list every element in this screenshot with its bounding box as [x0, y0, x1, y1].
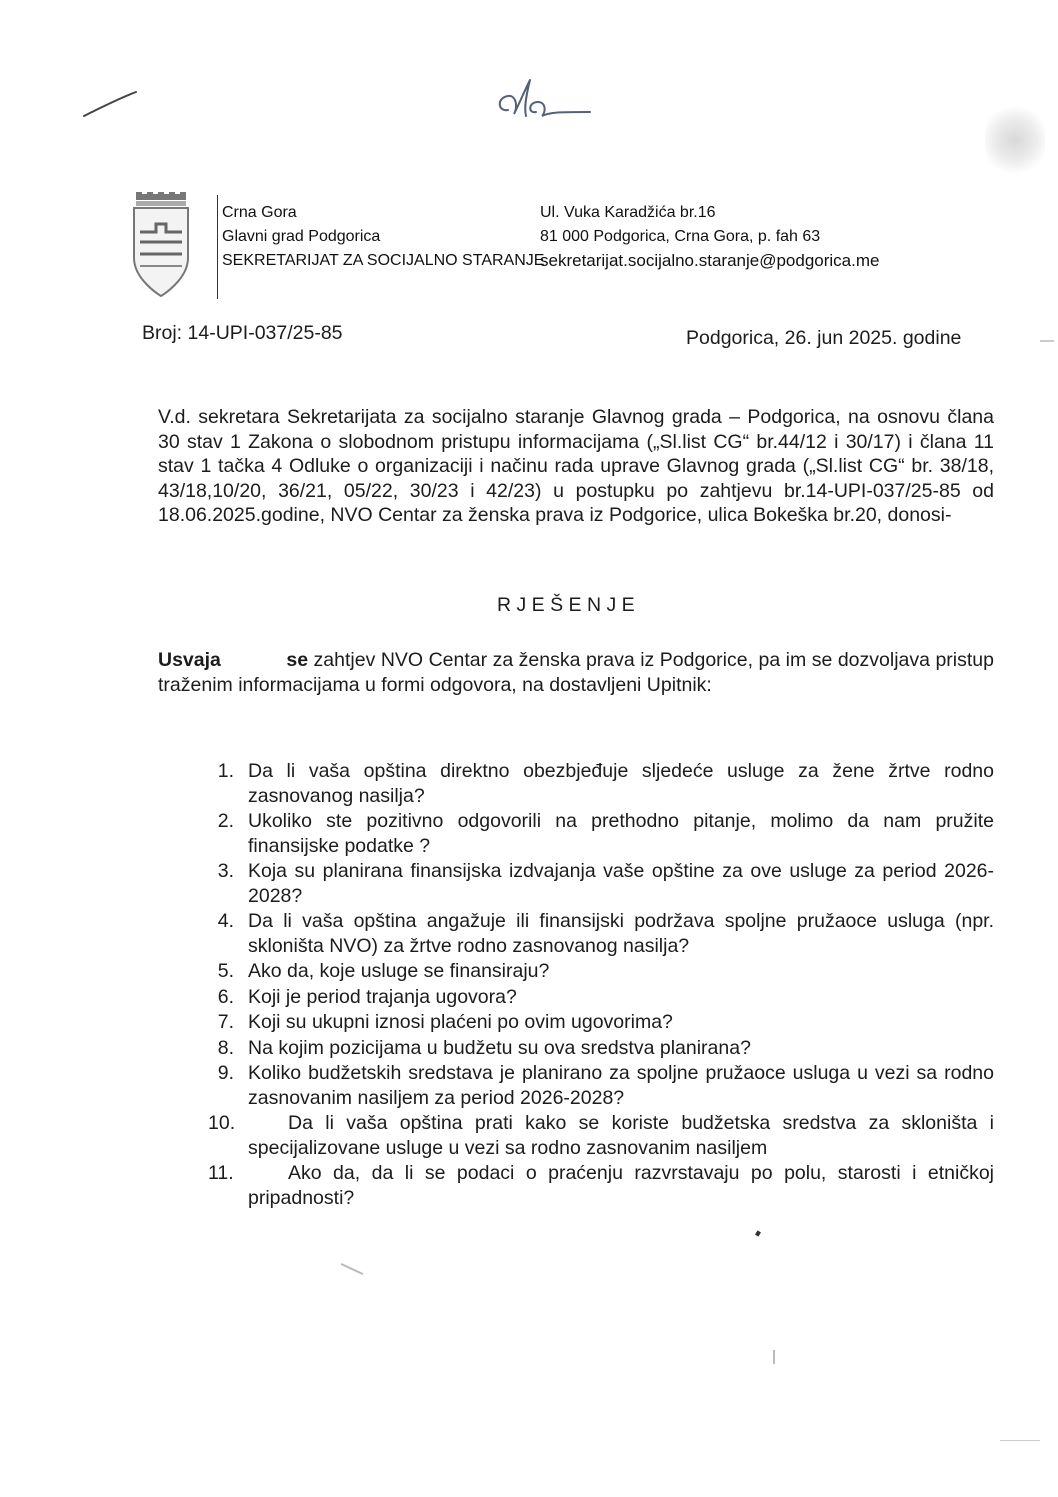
list-item: 5. Ako da, koje usluge se finansiraju?: [217, 960, 550, 982]
podgorica-coat-of-arms-logo: [130, 192, 192, 300]
list-item: 9. Koliko budžetskih sredstava je planirano za spoljne pružaoce usluga u vezi sa rodno zasnovanim nasiljem za period 2026-2028?: [217, 1062, 994, 1109]
header-city: Glavni grad Podgorica: [222, 228, 381, 245]
decision-rest: zahtjev NVO Centar za ženska prava iz Podgorice, pa im se dozvoljava pristup traženim informacijama u formi odgovora, na dostavljeni Upitnik:: [158, 649, 994, 696]
header-email: sekretarijat.socijalno.staranje@podgorica.me: [540, 251, 880, 270]
questions-list: [158, 759, 994, 1210]
header-secretariat: SEKRETARIJAT ZA SOCIJALNO STARANJE: [222, 252, 545, 269]
list-item: 10. Da li vaša opština prati kako se koriste budžetska sredstva za skloništa i specijalizovane usluge u vezi sa rodno zasnovanim nasiljem: [208, 1112, 994, 1159]
list-item: 8. Na kojim pozicijama u budžetu su ova sredstva planirana?: [217, 1036, 751, 1059]
header-street: Ul. Vuka Karadžića br.16: [540, 204, 716, 221]
document-number: Broj: 14-UPI-037/25-85: [142, 322, 343, 344]
header-postal: 81 000 Podgorica, Crna Gora, p. fah 63: [540, 228, 821, 245]
list-item: 7. Koji su ukupni iznosi plaćeni po ovim ugovorima?: [217, 1011, 673, 1033]
list-item: 3. Koja su planirana finansijska izdvajanja vaše opštine za ove usluge za period 2026-2028?: [217, 860, 994, 907]
pen-stroke-mark: [80, 86, 140, 122]
scan-speck: [1000, 1440, 1040, 1441]
list-item: 4. Da li vaša opština angažuje ili finansijski podržava spoljne pružaoce usluga (npr. skloništa NVO) za žrtve rodno zasnovanog nasilja?: [217, 910, 994, 957]
list-item: 1. Da li vaša opština direktno obezbjeđuje sljedeće usluge za žene žrtve rodno zasnovanog nasilja?: [217, 760, 994, 807]
handwritten-initials: [490, 62, 600, 132]
header-divider: [217, 195, 218, 299]
decision-paragraph: [158, 648, 994, 697]
decision-bold: Usvaja se: [158, 649, 309, 671]
list-item: 11. Ako da, da li se podaci o praćenju razvrstavaju po polu, starosti i etničkoj pripadnosti?: [208, 1162, 994, 1209]
header-country: Crna Gora: [222, 204, 297, 221]
scan-smudge: [985, 105, 1045, 175]
scan-speck: [755, 1230, 761, 1236]
intro-paragraph: V.d. sekretara Sekretarijata za socijalno staranje Glavnog grada – Podgorica, na osnovu člana 30 stav 1 Zakona o slobodnom pristupu informacijama („Sl.list CG“ br.44/12 i 30/17) i člana 11 stav 1 tačka 4 Odluke o organizaciji i načinu rada uprave Glavnog grada („Sl.list CG“ br. 38/18, 43/18,10/20, 36/21, 05/22, 30/23 i 42/23) u postupku po zahtjevu br.14-UPI-037/25-85 od 18.06.2025.godine, NVO Centar za ženska prava iz Podgorice, ulica Bokeška br.20, donosi-: [158, 406, 994, 526]
decision-title: R J E Š E N J E: [497, 594, 635, 616]
scan-speck: [1040, 340, 1054, 342]
scan-speck: [773, 1350, 775, 1364]
header-left-block: [222, 201, 544, 273]
header-right-block: [540, 201, 879, 273]
list-item: 2. Ukoliko ste pozitivno odgovorili na prethodno pitanje, molimo da nam pružite finansijske podatke ?: [217, 810, 994, 857]
scan-speck: [341, 1263, 364, 1275]
list-item: 6. Koji je period trajanja ugovora?: [217, 985, 517, 1008]
place-and-date: Podgorica, 26. jun 2025. godine: [686, 327, 962, 349]
